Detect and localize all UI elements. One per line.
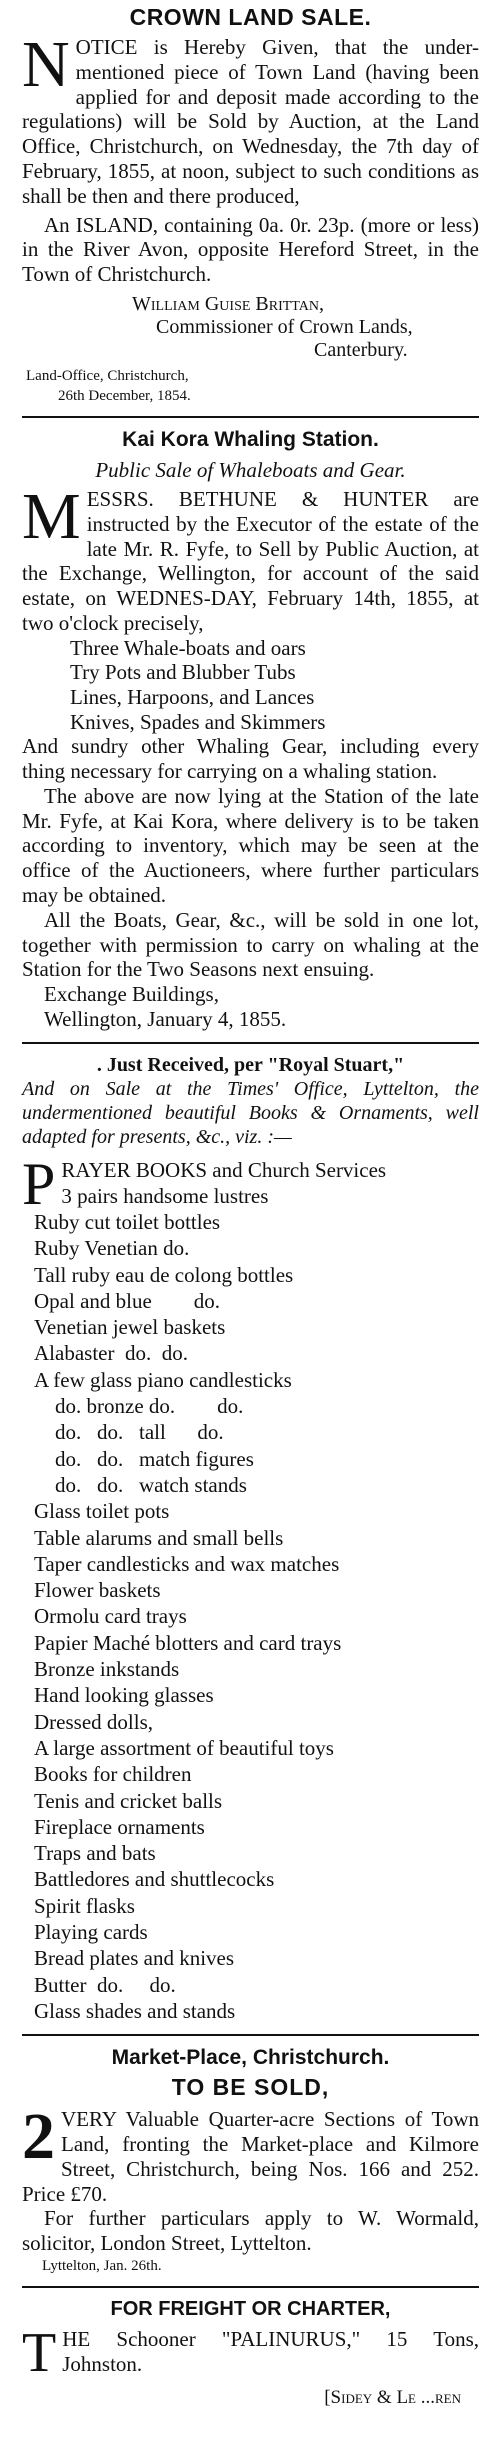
freight-charter-ad — [22, 2297, 479, 2408]
cut-off-text: [Sidey & Le ...ren — [324, 2386, 461, 2408]
list-item: Traps and bats — [34, 1841, 156, 1866]
dateline: 26th December, 1854. — [58, 387, 191, 404]
dateline: Wellington, January 4, 1855. — [44, 1006, 287, 1031]
list-item: Flower baskets — [34, 1578, 161, 1603]
ad-body: OTICE is Hereby Given, that the under-mentioned piece of Town Land (having been applied for and deposit made according to the regulations) will be Sold by Auction, at the Land Office, Christchurch, on Wednesday, the 7th day of February, 1855, at noon, subject to such conditions as shall be then and there produced, — [22, 35, 479, 208]
first-item: RAYER BOOKS and Church Services — [61, 1157, 387, 1182]
list-item: do. do. match figures — [34, 1446, 254, 1471]
divider-rule — [22, 1042, 479, 1044]
list-item: Tall ruby eau de colong bottles — [34, 1262, 294, 1287]
ad-body: HE Schooner "PALINURUS," 15 Tons, Johnston. — [62, 2326, 479, 2376]
list-item: Venetian jewel baskets — [34, 1315, 226, 1340]
drop-cap: M — [22, 479, 81, 553]
list-item: A large assortment of beautiful toys — [34, 1735, 334, 1760]
signature-place: Canterbury. — [314, 338, 408, 361]
list-item: Taper candlesticks and wax matches — [34, 1551, 340, 1576]
divider-rule — [22, 2034, 479, 2036]
list-item: Opal and blue do. — [34, 1288, 221, 1313]
ad-subtitle: And on Sale at the Times' Office, Lyttelton, the undermentioned beautiful Books & Ornaments, well adapted for presents, &c., viz. :— — [22, 1077, 479, 1148]
dateline: Lyttelton, Jan. 26th. — [42, 2257, 162, 2274]
times-office-ad — [22, 1054, 479, 2025]
drop-cap: N — [22, 28, 70, 101]
list-item: Bread plates and knives — [34, 1946, 235, 1971]
ad-paragraph: The above are now lying at the Station of the late Mr. Fyfe, at Kai Kora, where delivery is to be taken according to inventory, which may be seen at the office of the Auctioneers, where further particulars may be obtained. — [22, 783, 479, 907]
ad-paragraph: For further particulars apply to W. Wormald, solicitor, London Street, Lyttelton. — [22, 2206, 479, 2256]
ad-paragraph: And sundry other Whaling Gear, including every thing necessary for carrying on a whaling station. — [22, 734, 479, 783]
signature-title: Commissioner of Crown Lands, — [156, 315, 413, 338]
list-item: Table alarums and small bells — [34, 1525, 284, 1550]
kai-kora-whaling-ad — [22, 428, 479, 1032]
ad-title: Market-Place, Christchurch. — [111, 2046, 390, 2070]
list-item: Fireplace ornaments — [34, 1814, 205, 1839]
signature-name: William Guise Brittan, — [132, 292, 324, 315]
list-item: do. do. watch stands — [34, 1472, 247, 1497]
list-item: Butter do. do. — [34, 1972, 176, 1997]
dateline: Exchange Buildings, — [44, 982, 219, 1007]
list-item: do. bronze do. do. — [34, 1394, 244, 1419]
list-item: Glass shades and stands — [34, 1998, 236, 2023]
ad-title: Kai Kora Whaling Station. — [122, 427, 379, 451]
list-item: Alabaster do. do. — [34, 1341, 188, 1366]
drop-cap: P — [22, 1150, 56, 1217]
list-item: Glass toilet pots — [34, 1499, 170, 1524]
ad-subtitle: Public Sale of Whaleboats and Gear. — [95, 457, 406, 482]
divider-rule — [22, 416, 479, 418]
crown-land-sale-ad — [22, 0, 479, 406]
ad-body: ESSRS. BETHUNE & HUNTER are instructed by the Executor of the estate of the late Mr. R. Fyfe, to Sell by Public Auction, at the Exchange, Wellington, for account of the said estate, on WEDNES-DAY, February 14th, 1855, at two o'clock precisely, — [22, 486, 479, 635]
ad-title: CROWN LAND SALE. — [129, 4, 372, 30]
list-item: do. do. tall do. — [34, 1420, 224, 1445]
list-item: Books for children — [34, 1762, 192, 1787]
list-item: Ormolu card trays — [34, 1604, 187, 1629]
ad-subtitle: TO BE SOLD, — [171, 2074, 330, 2101]
dateline: Land-Office, Christchurch, — [26, 367, 189, 384]
market-place-ad — [22, 2046, 479, 2276]
list-item: Lines, Harpoons, and Lances — [70, 684, 315, 709]
list-item: Tenis and cricket balls — [34, 1788, 223, 1813]
list-item: Battledores and shuttlecocks — [34, 1867, 275, 1892]
ad-paragraph: All the Boats, Gear, &c., will be sold in one lot, together with permission to carry on whaling at the Station for the Two Seasons next ensuing. — [22, 907, 479, 982]
list-item: Try Pots and Blubber Tubs — [70, 660, 296, 685]
list-item: Bronze inkstands — [34, 1657, 180, 1682]
divider-rule — [22, 2286, 479, 2288]
list-item: Playing cards — [34, 1920, 148, 1944]
drop-cap: 2 — [22, 2100, 55, 2174]
list-item: A few glass piano candlesticks — [34, 1367, 292, 1392]
list-item: Dressed dolls, — [34, 1709, 153, 1734]
ad-body: VERY Valuable Quarter-acre Sections of Town Land, fronting the Market-place and Kilmore Street, Christchurch, being Nos. 166 and 252. Price £70. — [22, 2107, 479, 2206]
ad-title: FOR FREIGHT OR CHARTER, — [110, 2297, 391, 2320]
list-item: Knives, Spades and Skimmers — [70, 709, 326, 734]
list-item: 3 pairs handsome lustres — [61, 1183, 269, 1208]
list-item: Spirit flasks — [34, 1893, 135, 1918]
list-item: Ruby cut toilet bottles — [34, 1209, 221, 1234]
list-item: Three Whale-boats and oars — [70, 635, 306, 660]
list-item: Hand looking glasses — [34, 1683, 214, 1708]
list-item: Ruby Venetian do. — [34, 1236, 190, 1261]
island-paragraph: An ISLAND, containing 0a. 0r. 23p. (more or less) in the River Avon, opposite Hereford Street, in the Town of Christchurch. — [22, 212, 479, 287]
ad-title: . Just Received, per "Royal Stuart," — [96, 1053, 405, 1076]
drop-cap: T — [22, 2321, 57, 2384]
list-item: Papier Maché blotters and card trays — [34, 1630, 342, 1655]
